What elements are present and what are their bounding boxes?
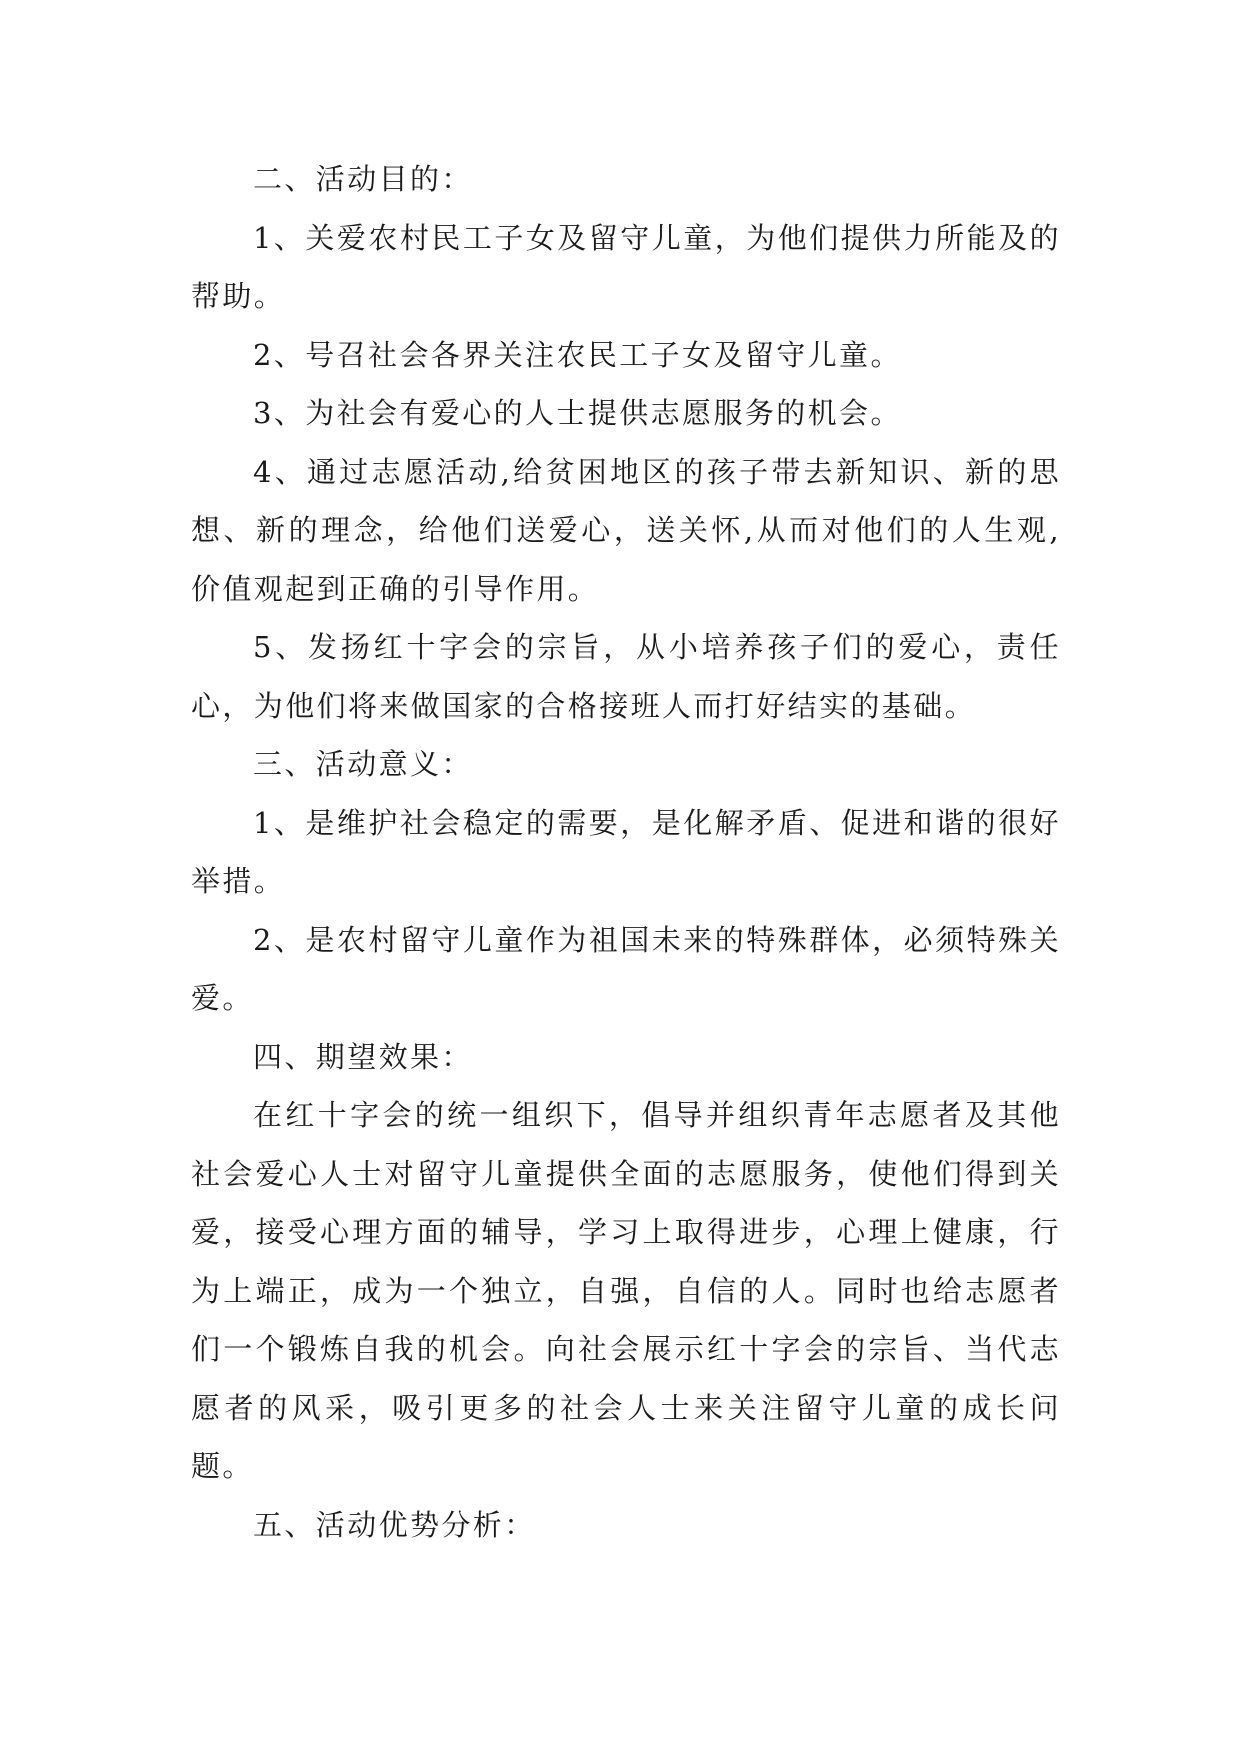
goal-item-3: 3、为社会有爱心的人士提供志愿服务的机会。	[253, 396, 902, 430]
significance-item-1: 1、是维护社会稳定的需要，是化解矛盾、促进和谐的很好举措。	[191, 805, 1061, 898]
section-heading-goals: 二、活动目的：	[253, 162, 473, 196]
section-heading-expected-results: 四、期望效果：	[253, 1039, 473, 1074]
document-body	[191, 150, 1061, 1554]
section-heading-advantages: 五、活动优势分析：	[253, 1507, 536, 1542]
expected-results-paragraph: 在红十字会的统一组织下，倡导并组织青年志愿者及其他社会爱心人士对留守儿童提供全面的志愿服务，使他们得到关爱，接受心理方面的辅导，学习上取得进步，心理上健康，行为上端正，成为一个独立，自强，自信的人。同时也给志愿者们一个锻炼自我的机会。向社会展示红十字会的宗旨、当代志愿者的风采，吸引更多的社会人士来关注留守儿童的成长问题。	[191, 1098, 1061, 1483]
goal-item-5: 5、发扬红十字会的宗旨，从小培养孩子们的爱心，责任心，为他们将来做国家的合格接班人而打好结实的基础。	[191, 630, 1061, 723]
goal-item-4: 4、通过志愿活动,给贫困地区的孩子带去新知识、新的思想、新的理念，给他们送爱心，送关怀,从而对他们的人生观,价值观起到正确的引导作用。	[191, 454, 1061, 606]
goal-item-1: 1、关爱农村民工子女及留守儿童，为他们提供力所能及的帮助。	[191, 220, 1061, 313]
section-heading-significance: 三、活动意义：	[253, 747, 473, 781]
significance-item-2: 2、是农村留守儿童作为祖国未来的特殊群体，必须特殊关爱。	[191, 922, 1061, 1015]
goal-item-2: 2、号召社会各界关注农民工子女及留守儿童。	[253, 337, 902, 372]
